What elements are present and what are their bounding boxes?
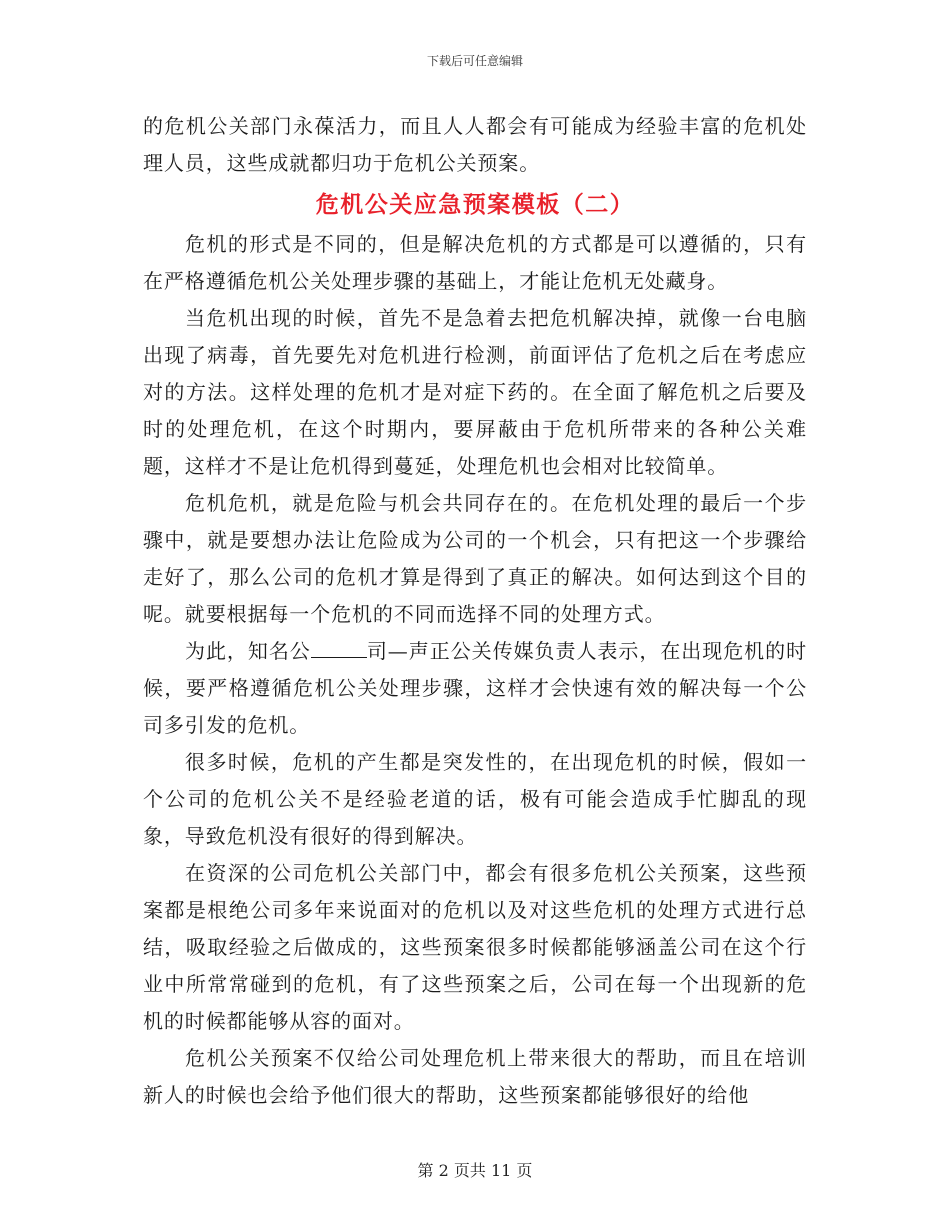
- paragraph-7: 危机公关预案不仅给公司处理危机上带来很大的帮助，而且在培训新人的时候也会给予他们很大的帮助，这些预案都能够很好的给他: [143, 1046, 807, 1107]
- paragraph-3: 危机危机，就是危险与机会共同存在的。在危机处理的最后一个步骤中，就是要想办法让危险成为公司的一个机会，只有把这一个步骤给走好了，那么公司的危机才算是得到了真正的解决。如何达到这个目的呢。就要根据每一个危机的不同而选择不同的处理方式。: [143, 491, 807, 626]
- paragraph-4-start: 为此，知名公: [185, 639, 311, 663]
- page-footer: 第 2 页共 11 页: [417, 1161, 533, 1180]
- page-header: 下载后可任意编辑: [426, 54, 523, 68]
- paragraph-4: [143, 633, 807, 744]
- document-body: [143, 108, 807, 1114]
- document-title: 危机公关应急预案模板（二）: [315, 191, 635, 218]
- paragraph-6: 在资深的公司危机公关部门中，都会有很多危机公关预案，这些预案都是根绝公司多年来说面对的危机以及对这些危机的处理方式进行总结，吸取经验之后做成的，这些预案很多时候都能够涵盖公司在这个行业中所常常碰到的危机，有了这些预案之后，公司在每一个出现新的危机的时候都能够从容的面对。: [143, 861, 807, 1033]
- paragraph-2: 当危机出现的时候，首先不是急着去把危机解决掉，就像一台电脑出现了病毒，首先要先对危机进行检测，前面评估了危机之后在考虑应对的方法。这样处理的危机才是对症下药的。在全面了解危机之后要及时的处理危机，在这个时期内，要屏蔽由于危机所带来的各种公关难题，这样才不是让危机得到蔓延，处理危机也会相对比较简单。: [143, 306, 807, 478]
- paragraph-1: 危机的形式是不同的，但是解决危机的方式都是可以遵循的，只有在严格遵循危机公关处理步骤的基础上，才能让危机无处藏身。: [143, 232, 807, 293]
- blank-underline: [311, 639, 367, 658]
- paragraph-5: 很多时候，危机的产生都是突发性的，在出现危机的时候，假如一个公司的危机公关不是经验老道的话，极有可能会造成手忙脚乱的现象，导致危机没有很好的得到解决。: [143, 750, 807, 848]
- paragraph-4-end: 司—声正公关传媒负责人表示，在出现危机的时候，要严格遵循危机公关处理步骤，这样才会快速有效的解决每一个公司多引发的危机。: [143, 639, 807, 737]
- intro-paragraph: 的危机公关部门永葆活力，而且人人都会有可能成为经验丰富的危机处理人员，这些成就都归功于危机公关预案。: [143, 114, 807, 175]
